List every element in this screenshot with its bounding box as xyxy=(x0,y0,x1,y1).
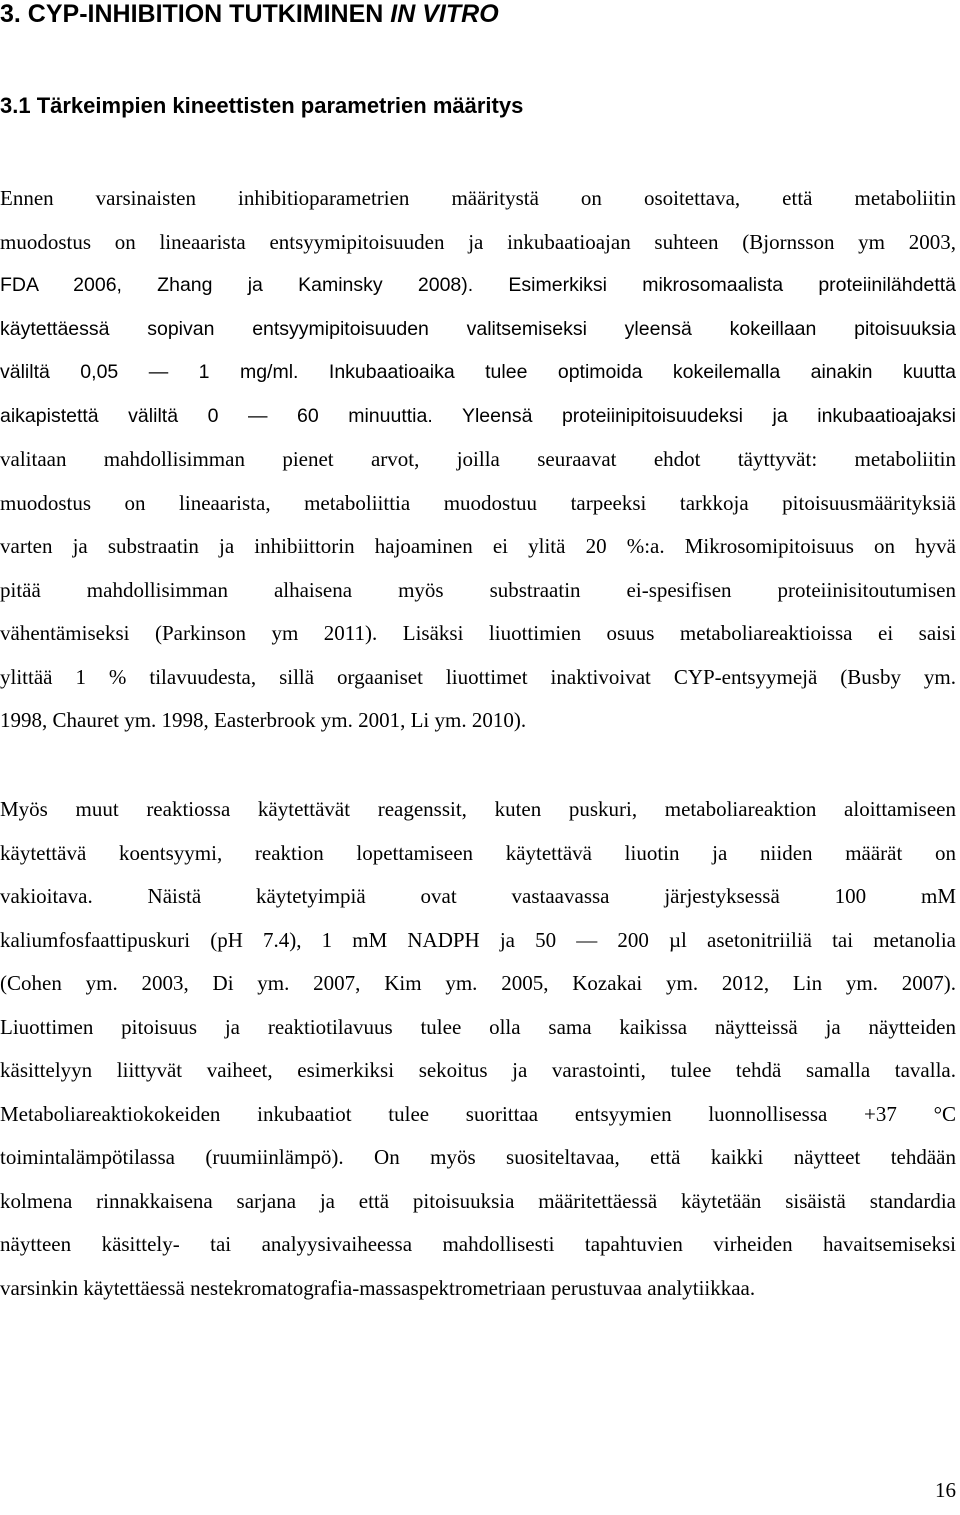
paragraph-2-line: Metaboliareaktiokokeiden inkubaatiot tulee suorittaa entsyymien luonnollisessa +37 °C xyxy=(0,1101,956,1126)
paragraph-2-line: (Cohen ym. 2003, Di ym. 2007, Kim ym. 2005, Kozakai ym. 2012, Lin ym. 2007). xyxy=(0,971,956,995)
paragraph-1-line: valitaan mahdollisimman pienet arvot, joilla seuraavat ehdot täyttyvät: metaboliitin xyxy=(0,447,956,471)
paragraph-2-line: kolmena rinnakkaisena sarjana ja että pitoisuuksia määritettäessä käytetään sisäistä standardia xyxy=(0,1188,956,1213)
paragraph-1-line: varten ja substraatin ja inhibiittorin hajoaminen ei ylitä 20 %:a. Mikrosomipitoisuus on hyvä xyxy=(0,534,956,558)
paragraph-1-line: Ennen varsinaisten inhibitioparametrien määritystä on osoitettava, että metaboliitin xyxy=(0,186,956,210)
paragraph-2-line: varsinkin käytettäessä nestekromatografia-massaspektrometriaan perustuvaa analytiikkaa. xyxy=(0,1275,756,1300)
paragraph-2-line: Liuottimen pitoisuus ja reaktiotilavuus tulee olla sama kaikissa näytteissä ja näytteiden xyxy=(0,1014,956,1039)
paragraph-2-line: toimintalämpötilassa (ruumiinlämpö). On myös suositeltavaa, että kaikki näytteet tehdään xyxy=(0,1145,956,1169)
paragraph-2-line: käsittelyyn liittyvät vaiheet, esimerkiksi sekoitus ja varastointi, tulee tehdä samalla tavalla. xyxy=(0,1058,956,1082)
paragraph-2-line: näytteen käsittely- tai analyysivaiheessa mahdollisesti tapahtuvien virheiden havaitsemiseksi xyxy=(0,1232,956,1256)
chapter-heading xyxy=(0,0,960,28)
paragraph-1-line: muodostus on lineaarista, metaboliittia muodostuu tarpeeksi tarkkoja pitoisuusmäärityksiä xyxy=(0,490,956,515)
section-heading: 3.1 Tärkeimpien kineettisten parametrien määritys xyxy=(0,93,524,118)
paragraph-1-line: muodostus on lineaarista entsyymipitoisuuden ja inkubaatioajan suhteen (Bjornsson ym 2003, xyxy=(0,229,956,254)
paragraph-1-line: väliltä 0,05 — 1 mg/ml. Inkubaatioaika tulee optimoida kokeilemalla ainakin kuutta xyxy=(0,361,956,383)
paragraph-2-line: kaliumfosfaattipuskuri (pH 7.4), 1 mM NADPH ja 50 — 200 µl asetonitriiliä tai metanolia xyxy=(0,927,956,952)
paragraph-2-line: käytettävä koentsyymi, reaktion lopettamiseen käytettävä liuotin ja niiden määrät on xyxy=(0,840,956,865)
paragraph-1-line: käytettäessä sopivan entsyymipitoisuuden valitsemiseksi yleensä kokeillaan pitoisuuksia xyxy=(0,317,956,340)
paragraph-1-line: pitää mahdollisimman alhaisena myös substraatin ei-spesifisen proteiinisitoutumisen xyxy=(0,577,956,602)
paragraph-1-line: vähentämiseksi (Parkinson ym 2011). Lisäksi liuottimien osuus metaboliareaktioissa ei saisi xyxy=(0,621,956,645)
paragraph-2 xyxy=(0,788,956,1310)
paragraph-2-line: Myös muut reaktiossa käytettävät reagenssit, kuten puskuri, metaboliareaktion aloittamiseen xyxy=(0,797,956,821)
chapter-heading-text: 3. CYP-INHIBITION TUTKIMINEN xyxy=(0,0,391,28)
paragraph-1-line: ylittää 1 % tilavuudesta, sillä orgaaniset liuottimet inaktivoivat CYP-entsyymejä (Busby ym. xyxy=(0,664,956,689)
paragraph-1-line: FDA 2006, Zhang ja Kaminsky 2008). Esimerkiksi mikrosomaalista proteiinilähdettä xyxy=(0,274,956,296)
page-number: 16 xyxy=(935,1478,956,1502)
paragraph-2-line: vakioitava. Näistä käytetyimpiä ovat vastaavassa järjestyksessä 100 mM xyxy=(0,884,956,908)
chapter-heading-italic: IN VITRO xyxy=(390,0,499,28)
paragraph-1-line: aikapistettä väliltä 0 — 60 minuuttia. Yleensä proteiinipitoisuudeksi ja inkubaatioajaksi xyxy=(0,404,956,427)
paragraph-1-line: 1998, Chauret ym. 1998, Easterbrook ym. 2001, Li ym. 2010). xyxy=(0,708,527,732)
paragraph-1 xyxy=(0,177,956,743)
